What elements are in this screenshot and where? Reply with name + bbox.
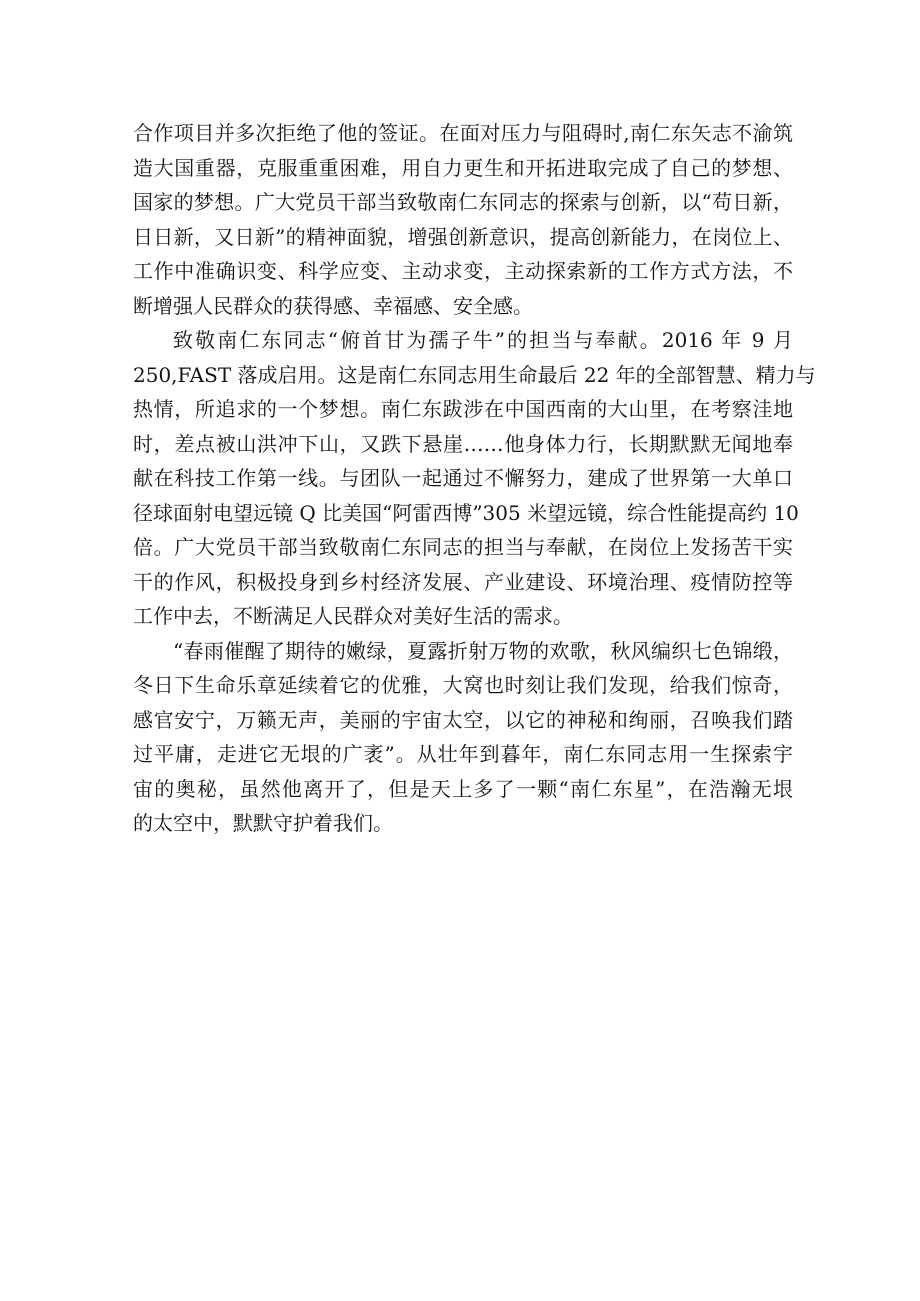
paragraph-line: 工作中准确识变、科学应变、主动求变，主动探索新的工作方式方法，不 — [133, 259, 793, 283]
document-body — [133, 116, 816, 841]
paragraph-line: 时，差点被山洪冲下山，又跌下悬崖……他身体力行，长期默默无闻地奉 — [133, 431, 793, 456]
paragraph-1 — [133, 116, 793, 323]
paragraph-2 — [133, 323, 816, 634]
paragraph-line: 冬日下生命乐章延续着它的优雅，大窝也时刻让我们发现，给我们惊奇， — [133, 673, 793, 697]
paragraph-line: 合作项目并多次拒绝了他的签证。在面对压力与阻碍时,南仁东矢志不渝筑 — [133, 121, 793, 145]
paragraph-line: 国家的梦想。广大党员干部当致敬南仁东同志的探索与创新，以“苟日新， — [133, 190, 793, 214]
paragraph-line: 250,FAST 落成启用。这是南仁东同志用生命最后 22 年的全部智慧、精力与 — [133, 362, 816, 387]
paragraph-line: 感官安宁，万籁无声，美丽的宇宙太空，以它的神秘和绚丽，召唤我们踏 — [133, 707, 793, 732]
paragraph-line: “春雨催醒了期待的嫩绿，夏露折射万物的欢歌，秋风编织七色锦缎， — [173, 638, 793, 663]
paragraph-line: 的太空中，默默守护着我们。 — [133, 811, 393, 835]
paragraph-3 — [133, 634, 793, 841]
paragraph-line: 热情，所追求的一个梦想。南仁东跋涉在中国西南的大山里，在考察洼地 — [133, 397, 793, 421]
paragraph-line: 致敬南仁东同志“俯首甘为孺子牛”的担当与奉献。2016 年 9 月 — [173, 328, 793, 352]
paragraph-line: 断增强人民群众的获得感、幸福感、安全感。 — [133, 293, 533, 318]
paragraph-line: 日日新，又日新”的精神面貌，增强创新意识，提高创新能力，在岗位上、 — [133, 224, 793, 249]
paragraph-line: 工作中去，不断满足人民群众对美好生活的需求。 — [133, 604, 573, 628]
paragraph-line: 宙的奥秘，虽然他离开了，但是天上多了一颗“南仁东星”，在浩瀚无垠 — [133, 776, 793, 801]
paragraph-line: 献在科技工作第一线。与团队一起通过不懈努力，建成了世界第一大单口 — [133, 466, 793, 490]
paragraph-line: 径球面射电望远镜 Q 比美国“阿雷西博”305 米望远镜，综合性能提高约 10 — [133, 500, 799, 525]
paragraph-line: 干的作风，积极投身到乡村经济发展、产业建设、环境治理、疫情防控等 — [133, 569, 793, 594]
paragraph-line: 倍。广大党员干部当致敬南仁东同志的担当与奉献，在岗位上发扬苦干实 — [133, 535, 793, 559]
paragraph-line: 造大国重器，克服重重困难，用自力更生和开拓进取完成了自己的梦想、 — [133, 155, 793, 180]
paragraph-line: 过平庸，走进它无垠的广袤”。从壮年到暮年，南仁东同志用一生探索宇 — [133, 742, 793, 766]
